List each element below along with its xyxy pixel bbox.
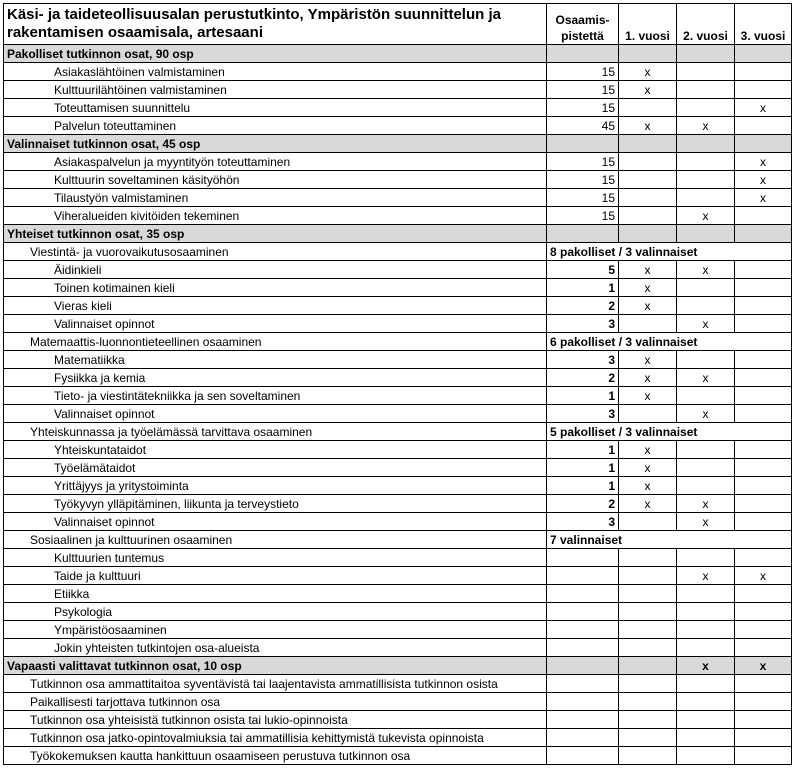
table-row	[4, 603, 792, 621]
year1-cell: x	[619, 495, 677, 513]
year2-cell	[677, 387, 735, 405]
year2-cell: x	[677, 261, 735, 279]
year1-cell	[619, 675, 677, 693]
points-cell	[547, 549, 619, 567]
row-label: Viheralueiden kivitöiden tekeminen	[4, 207, 547, 225]
table-row	[4, 513, 792, 531]
points-cell	[547, 585, 619, 603]
year2-cell	[677, 585, 735, 603]
year2-cell: x	[677, 405, 735, 423]
year1-cell: x	[619, 81, 677, 99]
year2-cell	[677, 225, 735, 243]
year3-cell: x	[735, 567, 792, 585]
points-cell	[547, 711, 619, 729]
year1-cell	[619, 207, 677, 225]
column-header-points: Osaamis-pistettä	[547, 4, 619, 45]
row-label: Valinnaiset opinnot	[4, 513, 547, 531]
year2-cell: x	[677, 207, 735, 225]
table-row	[4, 153, 792, 171]
year3-cell	[735, 45, 792, 63]
year2-cell	[677, 135, 735, 153]
year3-cell	[735, 729, 792, 747]
section-row	[4, 657, 792, 675]
year3-cell	[735, 63, 792, 81]
year3-cell	[735, 459, 792, 477]
points-cell: 15	[547, 99, 619, 117]
table-row	[4, 279, 792, 297]
year3-cell	[735, 693, 792, 711]
year2-cell	[677, 549, 735, 567]
row-label: Tutkinnon osa ammattitaitoa syventävistä tai laajentavista ammatillisista tutkinnon osista	[4, 675, 547, 693]
year1-cell	[619, 45, 677, 63]
row-label: Työelämätaidot	[4, 459, 547, 477]
section-row	[4, 135, 792, 153]
year3-cell	[735, 621, 792, 639]
group-points-note: 6 pakolliset / 3 valinnaiset	[547, 333, 792, 351]
row-label: Asiakaspalvelun ja myyntityön toteuttaminen	[4, 153, 547, 171]
year3-cell: x	[735, 99, 792, 117]
points-cell	[547, 747, 619, 765]
group-row	[4, 333, 792, 351]
points-cell: 3	[547, 351, 619, 369]
year2-cell	[677, 603, 735, 621]
year2-cell	[677, 171, 735, 189]
year3-cell	[735, 549, 792, 567]
table-row	[4, 81, 792, 99]
points-cell: 3	[547, 513, 619, 531]
year1-cell	[619, 711, 677, 729]
row-label: Työkyvyn ylläpitäminen, liikunta ja terveystieto	[4, 495, 547, 513]
year3-cell: x	[735, 153, 792, 171]
year2-cell	[677, 45, 735, 63]
points-cell	[547, 567, 619, 585]
year1-cell	[619, 657, 677, 675]
row-label: Tieto- ja viestintätekniikka ja sen soveltaminen	[4, 387, 547, 405]
table-row	[4, 711, 792, 729]
year1-cell: x	[619, 279, 677, 297]
row-label: Äidinkieli	[4, 261, 547, 279]
table-row	[4, 585, 792, 603]
year3-cell	[735, 315, 792, 333]
row-label: Työkokemuksen kautta hankittuun osaamiseen perustuva tutkinnon osa	[4, 747, 547, 765]
table-row	[4, 693, 792, 711]
group-label: Viestintä- ja vuorovaikutusosaaminen	[4, 243, 547, 261]
year3-cell: x	[735, 189, 792, 207]
year3-cell	[735, 711, 792, 729]
points-cell	[547, 729, 619, 747]
section-label: Yhteiset tutkinnon osat, 35 osp	[4, 225, 547, 243]
year2-cell: x	[677, 369, 735, 387]
year1-cell	[619, 153, 677, 171]
table-row	[4, 207, 792, 225]
points-cell: 2	[547, 369, 619, 387]
year2-cell	[677, 297, 735, 315]
year1-cell	[619, 639, 677, 657]
year3-cell	[735, 441, 792, 459]
table-row	[4, 675, 792, 693]
row-label: Paikallisesti tarjottava tutkinnon osa	[4, 693, 547, 711]
points-cell: 15	[547, 153, 619, 171]
table-row	[4, 495, 792, 513]
row-label: Ympäristöosaaminen	[4, 621, 547, 639]
year3-cell	[735, 639, 792, 657]
year1-cell	[619, 585, 677, 603]
points-cell: 1	[547, 387, 619, 405]
section-label: Vapaasti valittavat tutkinnon osat, 10 osp	[4, 657, 547, 675]
points-cell: 3	[547, 405, 619, 423]
group-row	[4, 243, 792, 261]
year1-cell	[619, 315, 677, 333]
year2-cell: x	[677, 495, 735, 513]
table-row	[4, 369, 792, 387]
year2-cell	[677, 63, 735, 81]
points-cell	[547, 639, 619, 657]
points-cell: 15	[547, 207, 619, 225]
year2-cell	[677, 459, 735, 477]
row-label: Yhteiskuntataidot	[4, 441, 547, 459]
points-cell	[547, 693, 619, 711]
table-row	[4, 549, 792, 567]
points-cell: 1	[547, 477, 619, 495]
row-label: Kulttuurilähtöinen valmistaminen	[4, 81, 547, 99]
points-cell	[547, 225, 619, 243]
column-header-year1: 1. vuosi	[619, 4, 677, 45]
year1-cell: x	[619, 261, 677, 279]
year3-cell	[735, 603, 792, 621]
table-row	[4, 351, 792, 369]
year2-cell	[677, 153, 735, 171]
year3-cell	[735, 81, 792, 99]
points-cell	[547, 603, 619, 621]
points-cell: 2	[547, 297, 619, 315]
year1-cell	[619, 549, 677, 567]
table-row	[4, 459, 792, 477]
row-label: Taide ja kulttuuri	[4, 567, 547, 585]
year3-cell	[735, 675, 792, 693]
year3-cell	[735, 585, 792, 603]
points-cell: 2	[547, 495, 619, 513]
group-row	[4, 531, 792, 549]
year3-cell	[735, 477, 792, 495]
section-row	[4, 45, 792, 63]
year1-cell: x	[619, 477, 677, 495]
year2-cell	[677, 99, 735, 117]
row-label: Tutkinnon osa jatko-opintovalmiuksia tai ammatillisia kehittymistä tukevista opinnoista	[4, 729, 547, 747]
table-row	[4, 405, 792, 423]
year2-cell	[677, 351, 735, 369]
row-label: Palvelun toteuttaminen	[4, 117, 547, 135]
table-row	[4, 387, 792, 405]
table-row	[4, 621, 792, 639]
year1-cell: x	[619, 117, 677, 135]
points-cell	[547, 45, 619, 63]
year3-cell	[735, 297, 792, 315]
table-row	[4, 171, 792, 189]
points-cell	[547, 657, 619, 675]
row-label: Tilaustyön valmistaminen	[4, 189, 547, 207]
table-row	[4, 261, 792, 279]
year1-cell	[619, 135, 677, 153]
column-header-year3: 3. vuosi	[735, 4, 792, 45]
table-row	[4, 189, 792, 207]
year1-cell	[619, 225, 677, 243]
row-label: Tutkinnon osa yhteisistä tutkinnon osista tai lukio-opinnoista	[4, 711, 547, 729]
points-cell: 1	[547, 441, 619, 459]
row-label: Yrittäjyys ja yritystoiminta	[4, 477, 547, 495]
points-cell: 15	[547, 81, 619, 99]
year3-cell	[735, 135, 792, 153]
year1-cell	[619, 603, 677, 621]
table-row	[4, 315, 792, 333]
points-cell	[547, 675, 619, 693]
row-label: Vieras kieli	[4, 297, 547, 315]
year1-cell	[619, 693, 677, 711]
year1-cell: x	[619, 297, 677, 315]
year3-cell: x	[735, 657, 792, 675]
row-label: Toinen kotimainen kieli	[4, 279, 547, 297]
points-cell: 3	[547, 315, 619, 333]
year2-cell	[677, 639, 735, 657]
year3-cell	[735, 513, 792, 531]
row-label: Valinnaiset opinnot	[4, 315, 547, 333]
row-label: Psykologia	[4, 603, 547, 621]
year1-cell: x	[619, 459, 677, 477]
year3-cell	[735, 207, 792, 225]
points-cell: 5	[547, 261, 619, 279]
year3-cell	[735, 117, 792, 135]
year2-cell	[677, 747, 735, 765]
year1-cell: x	[619, 441, 677, 459]
group-label: Yhteiskunnassa ja työelämässä tarvittava osaaminen	[4, 423, 547, 441]
year1-cell: x	[619, 387, 677, 405]
group-points-note: 7 valinnaiset	[547, 531, 792, 549]
table-row	[4, 567, 792, 585]
points-cell: 15	[547, 189, 619, 207]
year2-cell	[677, 441, 735, 459]
row-label: Kulttuurin soveltaminen käsityöhön	[4, 171, 547, 189]
study-plan-table	[3, 3, 792, 765]
points-cell: 1	[547, 459, 619, 477]
group-row	[4, 423, 792, 441]
year1-cell	[619, 405, 677, 423]
year1-cell	[619, 171, 677, 189]
year1-cell: x	[619, 63, 677, 81]
year3-cell	[735, 261, 792, 279]
year1-cell	[619, 729, 677, 747]
table-row	[4, 441, 792, 459]
table-row	[4, 639, 792, 657]
group-points-note: 8 pakolliset / 3 valinnaiset	[547, 243, 792, 261]
year3-cell	[735, 279, 792, 297]
year1-cell: x	[619, 351, 677, 369]
year2-cell: x	[677, 657, 735, 675]
points-cell: 45	[547, 117, 619, 135]
table-row	[4, 297, 792, 315]
row-label: Toteuttamisen suunnittelu	[4, 99, 547, 117]
points-cell	[547, 135, 619, 153]
year1-cell	[619, 747, 677, 765]
year3-cell	[735, 405, 792, 423]
section-label: Pakolliset tutkinnon osat, 90 osp	[4, 45, 547, 63]
row-label: Etiikka	[4, 585, 547, 603]
year1-cell	[619, 513, 677, 531]
year1-cell	[619, 99, 677, 117]
year1-cell	[619, 189, 677, 207]
year3-cell	[735, 495, 792, 513]
row-label: Fysiikka ja kemia	[4, 369, 547, 387]
header-row	[4, 4, 792, 45]
year2-cell	[677, 729, 735, 747]
table-row	[4, 99, 792, 117]
table-row	[4, 63, 792, 81]
group-points-note: 5 pakolliset / 3 valinnaiset	[547, 423, 792, 441]
column-header-year2: 2. vuosi	[677, 4, 735, 45]
year2-cell	[677, 477, 735, 495]
year2-cell: x	[677, 117, 735, 135]
points-cell: 15	[547, 171, 619, 189]
year3-cell	[735, 225, 792, 243]
table-row	[4, 729, 792, 747]
section-row	[4, 225, 792, 243]
table-row	[4, 117, 792, 135]
year1-cell: x	[619, 369, 677, 387]
year3-cell: x	[735, 171, 792, 189]
year2-cell: x	[677, 513, 735, 531]
year2-cell	[677, 621, 735, 639]
year2-cell	[677, 81, 735, 99]
year2-cell: x	[677, 567, 735, 585]
row-label: Matematiikka	[4, 351, 547, 369]
year2-cell	[677, 189, 735, 207]
section-label: Valinnaiset tutkinnon osat, 45 osp	[4, 135, 547, 153]
group-label: Sosiaalinen ja kulttuurinen osaaminen	[4, 531, 547, 549]
year1-cell	[619, 567, 677, 585]
table-row	[4, 747, 792, 765]
year2-cell	[677, 675, 735, 693]
year3-cell	[735, 369, 792, 387]
group-label: Matemaattis-luonnontieteellinen osaaminen	[4, 333, 547, 351]
row-label: Valinnaiset opinnot	[4, 405, 547, 423]
points-cell: 1	[547, 279, 619, 297]
year2-cell: x	[677, 315, 735, 333]
year3-cell	[735, 387, 792, 405]
row-label: Jokin yhteisten tutkintojen osa-alueista	[4, 639, 547, 657]
points-cell	[547, 621, 619, 639]
year2-cell	[677, 279, 735, 297]
points-cell: 15	[547, 63, 619, 81]
year2-cell	[677, 693, 735, 711]
row-label: Asiakaslähtöinen valmistaminen	[4, 63, 547, 81]
year1-cell	[619, 621, 677, 639]
year2-cell	[677, 711, 735, 729]
year3-cell	[735, 747, 792, 765]
row-label: Kulttuurien tuntemus	[4, 549, 547, 567]
table-row	[4, 477, 792, 495]
document-title: Käsi- ja taideteollisuusalan perustutkinto, Ympäristön suunnittelun ja rakentamisen osaamisala, artesaani	[4, 4, 547, 45]
year3-cell	[735, 351, 792, 369]
